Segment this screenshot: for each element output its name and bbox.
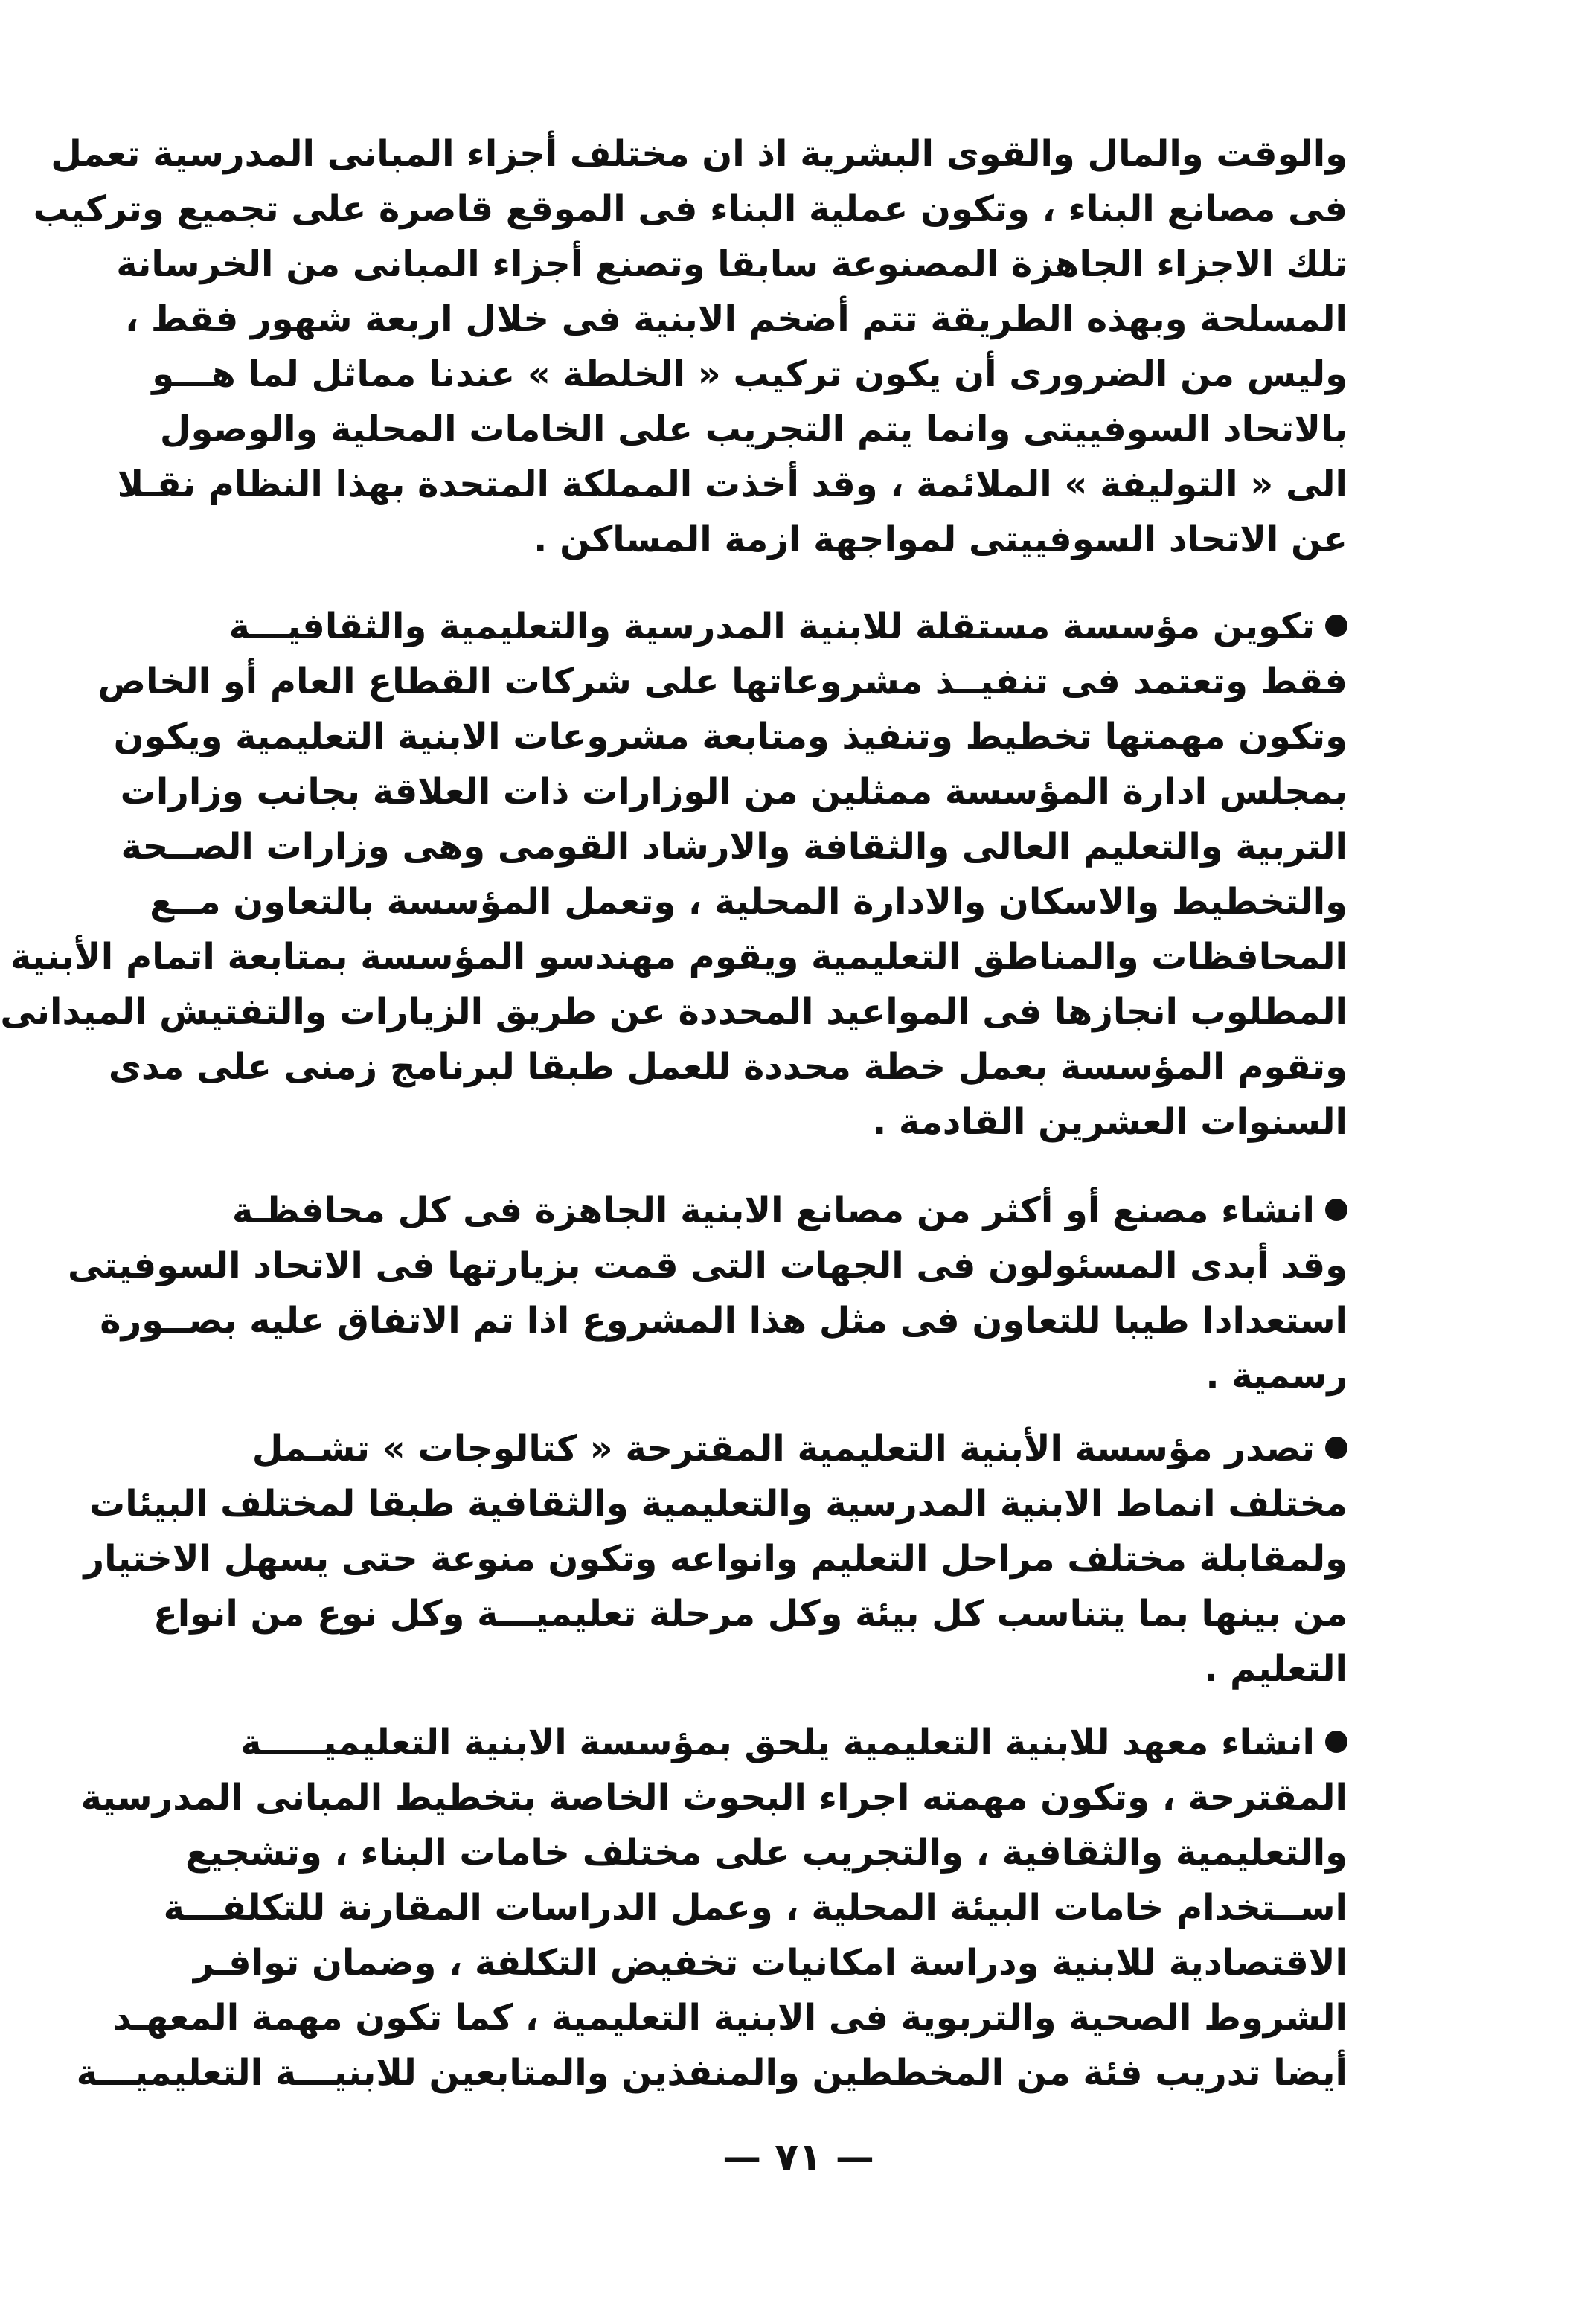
text-line-content: انشاء معهد للابنية التعليمية يلحق بمؤسسة الابنية التعليميـــــة xyxy=(240,1722,1315,1763)
text-line: المقترحة ، وتكون مهمته اجراء البحوث الخاصة بتخطيط المبانى المدرسية xyxy=(80,1777,1347,1818)
text-line: استعدادا طيبا للتعاون فى مثل هذا المشروع اذا تم الاتفاق عليه بصــورة xyxy=(100,1300,1347,1342)
text-line-content: انشاء مصنع أو أكثر من مصانع الابنية الجاهزة فى كل محافظـة xyxy=(231,1190,1315,1231)
text-line xyxy=(251,1421,1347,1476)
text-line: ولمقابلة مختلف مراحل التعليم وانواعه وتكون منوعة حتى يسهل الاختيار xyxy=(83,1538,1347,1580)
text-line-content: تصدر مؤسسة الأبنية التعليمية المقترحة « كتالوجات » تشـمل xyxy=(251,1428,1315,1469)
text-line: التعليم . xyxy=(1204,1648,1347,1690)
text-line: وقد أبدى المسئولون فى الجهات التى قمت بزيارتها فى الاتحاد السوفيتى xyxy=(68,1245,1347,1286)
text-line: المسلحة وبهذه الطريقة تتم أضخم الابنية فى خلال اربعة شهور فقط ، xyxy=(124,298,1347,340)
bullet-icon xyxy=(1325,1437,1347,1459)
text-line xyxy=(231,1183,1347,1238)
text-line: الاقتصادية للابنية ودراسة امكانيات تخفيض التكلفة ، وضمان توافـر xyxy=(193,1942,1347,1984)
paragraph-bullet-catalogues xyxy=(83,1421,1347,1696)
text-line: رسمية . xyxy=(1205,1355,1347,1397)
text-line: مختلف انماط الابنية المدرسية والتعليمية والثقافية طبقا لمختلف البيئات xyxy=(89,1483,1347,1525)
text-line: بالاتحاد السوفييتى وانما يتم التجريب على الخامات المحلية والوصول xyxy=(159,408,1347,450)
text-line: اســتخدام خامات البيئة المحلية ، وعمل الدراسات المقارنة للتكلفـــة xyxy=(163,1887,1347,1929)
text-line: وليس من الضرورى أن يكون تركيب « الخلطة » عندنا مماثل لما هـــو xyxy=(152,353,1347,395)
text-line: الشروط الصحية والتربوية فى الابنية التعليمية ، كما تكون مهمة المعهـد xyxy=(112,1997,1347,2039)
text-line: تلك الاجزاء الجاهزة المصنوعة سابقا وتصنع أجزاء المبانى من الخرسانة xyxy=(116,243,1347,285)
paragraph-bullet-factory xyxy=(68,1183,1347,1403)
text-line: المطلوب انجازها فى المواعيد المحددة عن طريق الزيارات والتفتيش الميدانى xyxy=(0,991,1347,1033)
text-line: عن الاتحاد السوفييتى لمواجهة ازمة المساكن . xyxy=(533,519,1347,560)
text-line: من بينها بما يتناسب كل بيئة وكل مرحلة تعليميـــة وكل نوع من انواع xyxy=(153,1593,1347,1635)
page-number: — ٧١ — xyxy=(722,2135,874,2180)
text-line: السنوات العشرين القادمة . xyxy=(872,1101,1347,1143)
text-line: فقط وتعتمد فى تنفيــذ مشروعاتها على شركات القطاع العام أو الخاص xyxy=(97,661,1347,702)
text-line xyxy=(240,1715,1347,1770)
text-line: وتقوم المؤسسة بعمل خطة محددة للعمل طبقا لبرنامج زمنى على مدى xyxy=(108,1046,1347,1088)
text-line: المحافظات والمناطق التعليمية ويقوم مهندسو المؤسسة بمتابعة اتمام الأبنية xyxy=(10,936,1347,978)
text-line: وتكون مهمتها تخطيط وتنفيذ ومتابعة مشروعات الابنية التعليمية ويكون xyxy=(113,716,1347,757)
paragraph-bullet-institute xyxy=(76,1715,1347,2100)
bullet-icon xyxy=(1325,615,1347,637)
document-page xyxy=(1,0,1596,2311)
text-line: والتخطيط والاسكان والادارة المحلية ، وتعمل المؤسسة بالتعاون مــع xyxy=(150,881,1347,923)
text-line: والوقت والمال والقوى البشرية اذ ان مختلف أجزاء المبانى المدرسية تعمل xyxy=(51,133,1347,175)
text-line: والتعليمية والثقافية ، والتجريب على مختلف خامات البناء ، وتشجيع xyxy=(185,1832,1347,1874)
text-line: فى مصانع البناء ، وتكون عملية البناء فى الموقع قاصرة على تجميع وتركيب xyxy=(33,188,1347,230)
text-line: الى « التوليفة » الملائمة ، وقد أخذت المملكة المتحدة بهذا النظام نقـلا xyxy=(117,464,1347,505)
paragraph-bullet-foundation xyxy=(0,599,1347,1150)
text-line: أيضا تدريب فئة من المخططين والمنفذين والمتابعين للابنيـــة التعليميـــة xyxy=(76,2052,1347,2094)
paragraph-intro xyxy=(33,126,1347,567)
bullet-icon xyxy=(1325,1731,1347,1753)
text-line: التربية والتعليم العالى والثقافة والارشاد القومى وهى وزارات الصــحة xyxy=(121,826,1347,868)
text-line-content: تكوين مؤسسة مستقلة للابنية المدرسية والتعليمية والثقافيـــة xyxy=(228,606,1315,647)
text-line: بمجلس ادارة المؤسسة ممثلين من الوزارات ذات العلاقة بجانب وزارات xyxy=(120,771,1347,812)
text-line xyxy=(228,599,1347,654)
bullet-icon xyxy=(1325,1199,1347,1221)
